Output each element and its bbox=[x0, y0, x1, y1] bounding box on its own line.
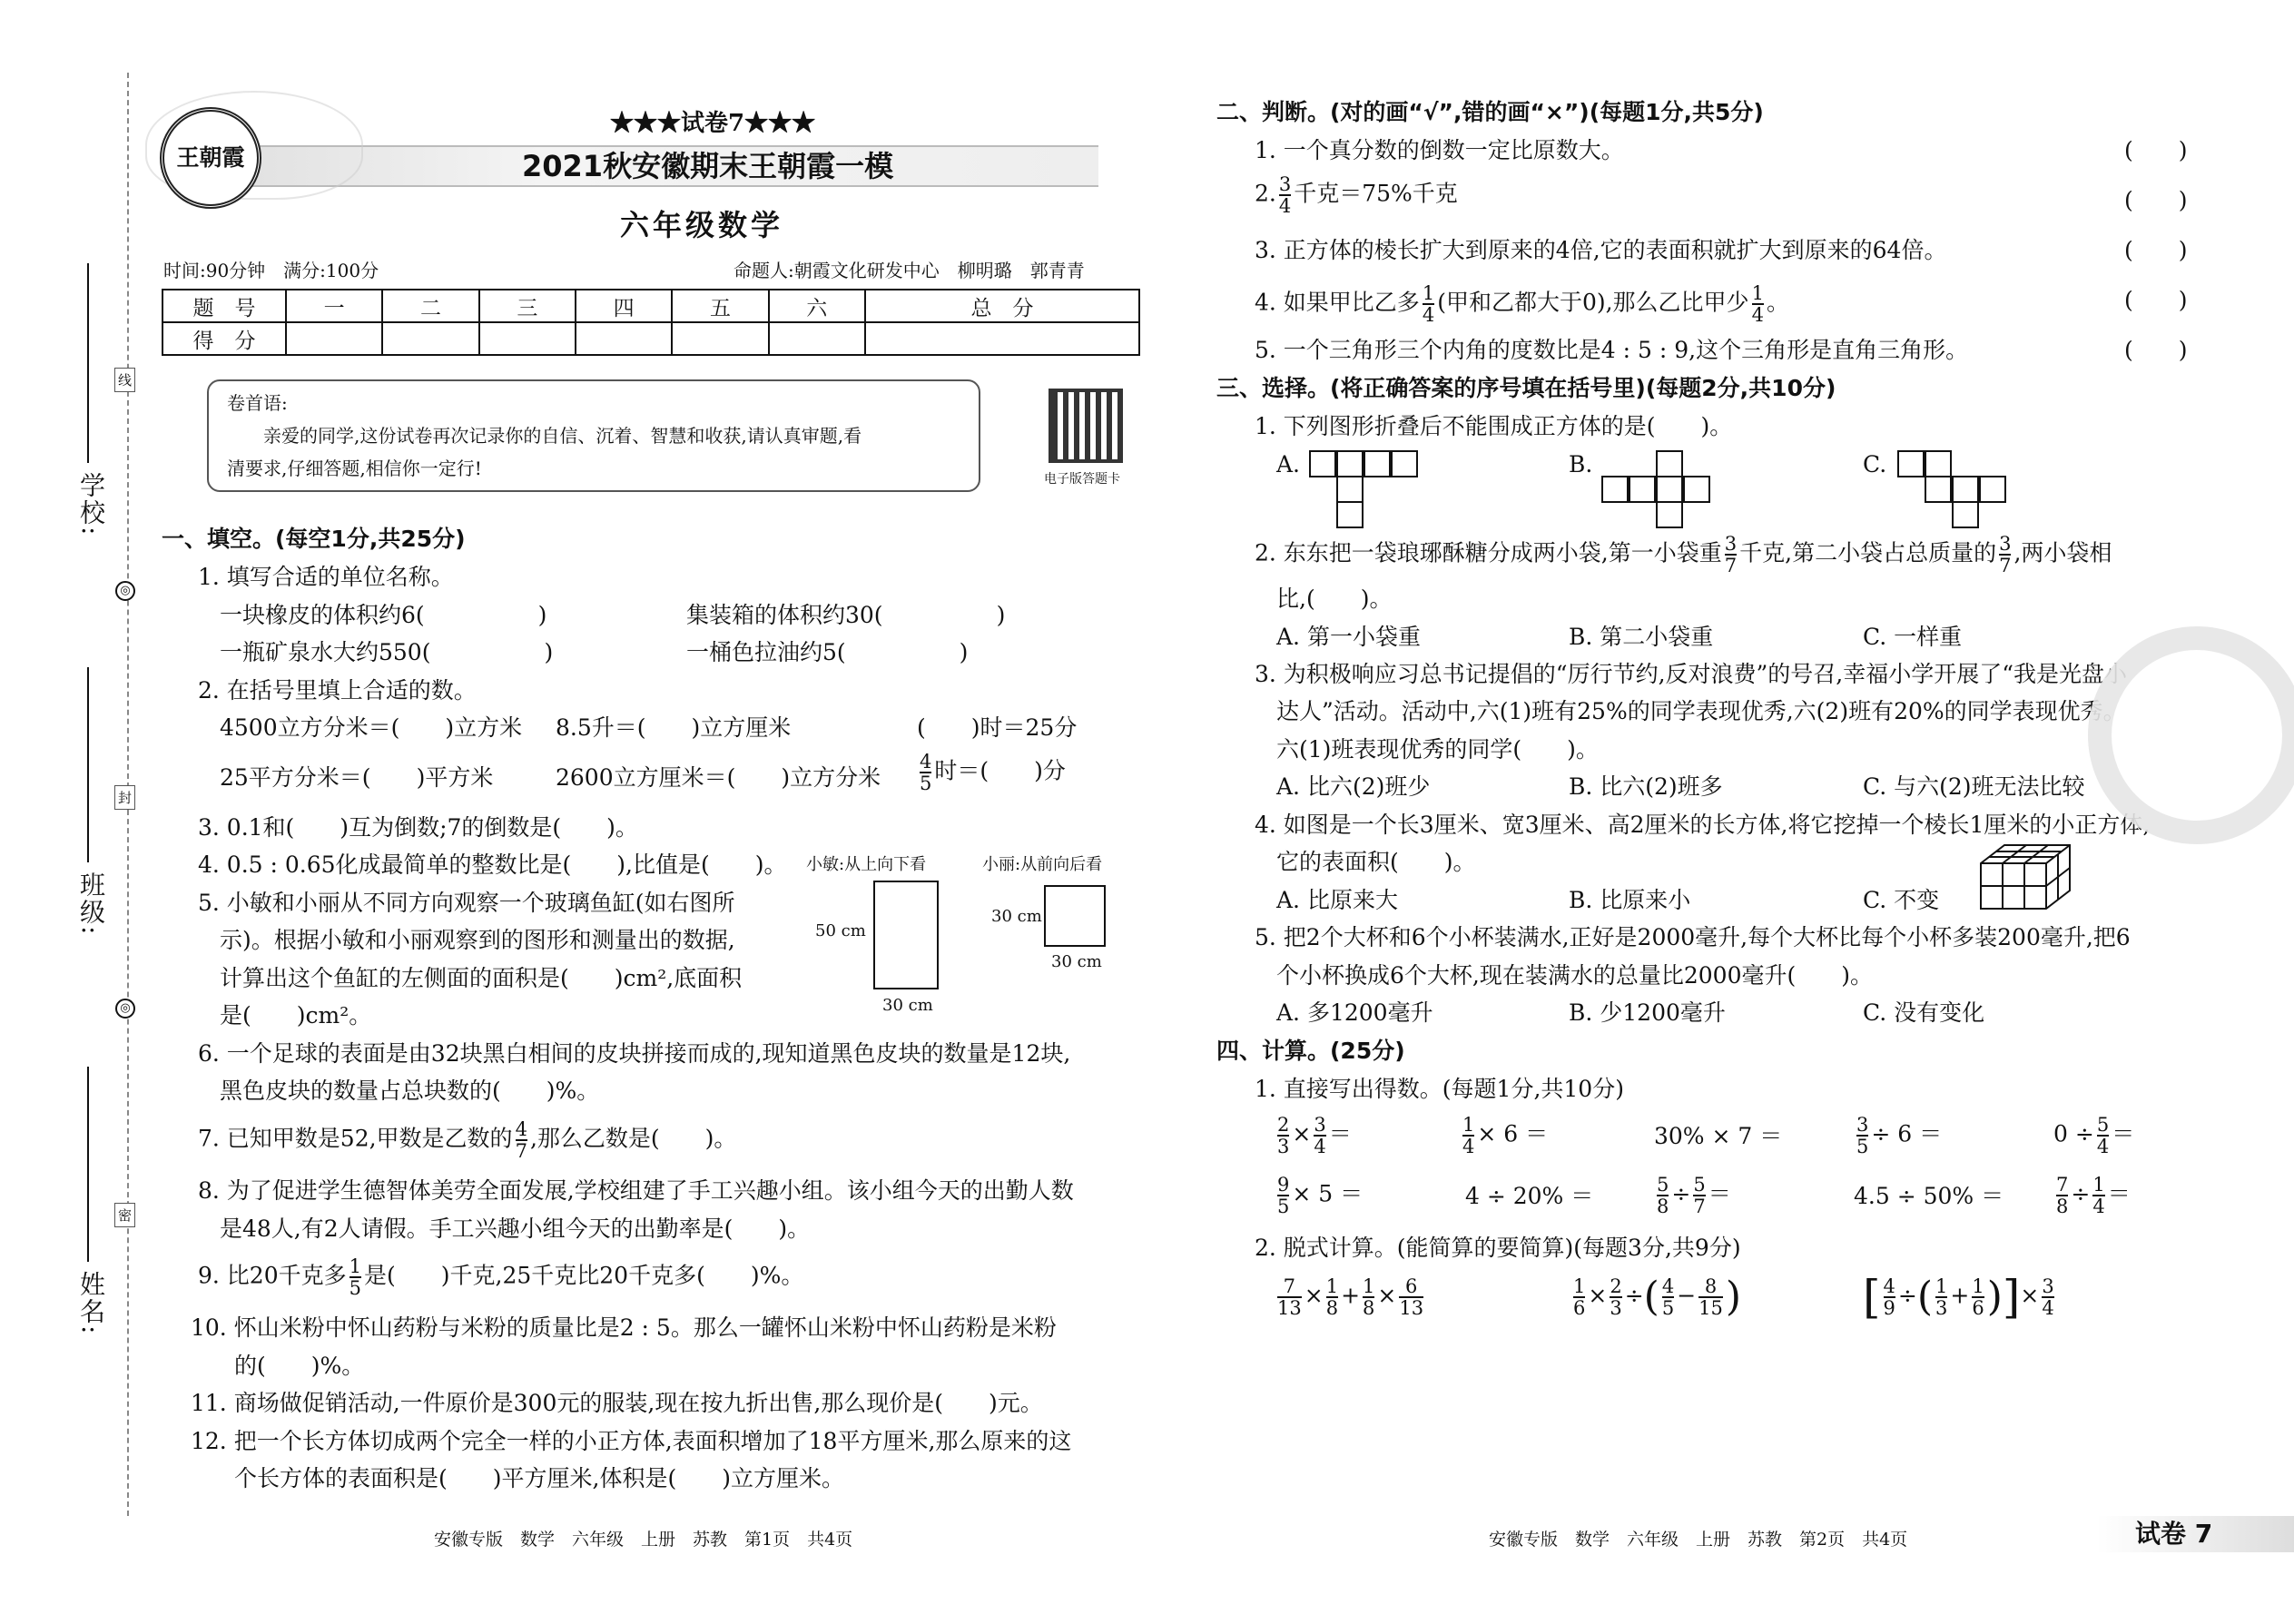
fraction: $\frac{1}{4}$ bbox=[1422, 282, 1435, 326]
fig5-width-label: 30 cm bbox=[882, 996, 933, 1015]
calc-9: 4.5 ÷ 50% ＝ bbox=[1854, 1183, 2004, 1209]
s3-q5a: 5. 把2个大杯和6个小杯装满水,正好是2000毫升,每个大杯比每个小杯多装200毫升,把6 bbox=[1255, 924, 2131, 950]
s1-q11: 11. 商场做促销活动,一件原价是300元的服装,现在按九折出售,那么现价是( )元。 bbox=[191, 1390, 1043, 1416]
s1-q5c: 计算出这个鱼缸的左侧面的面积是( )cm²,底面积 bbox=[220, 965, 743, 991]
preface-title: 卷首语: bbox=[227, 392, 288, 414]
s3-o2a[interactable]: A. 第一小袋重 bbox=[1276, 624, 1421, 650]
s1-q4: 4. 0.5 : 0.65化成最简单的整数比是( ),比值是( )。 bbox=[198, 851, 787, 878]
binding-xian: 线 bbox=[114, 368, 135, 392]
score-cell: 总 分 bbox=[865, 290, 1139, 322]
class-field[interactable] bbox=[87, 667, 89, 862]
score-cell: 题 号 bbox=[162, 290, 286, 322]
score-input[interactable] bbox=[382, 322, 478, 355]
score-input[interactable] bbox=[769, 322, 865, 355]
s1-q1: 1. 填写合适的单位名称。 bbox=[198, 564, 454, 590]
s1-q1c: 一瓶矿泉水大约550( ) bbox=[220, 639, 554, 665]
score-cell: 一 bbox=[286, 290, 382, 322]
cuboid-figure bbox=[1977, 840, 2073, 914]
s2-q4: 4. 如果甲比乙多 $\frac{1}{4}$ (甲和乙都大于0),那么乙比甲少 $\frac{1}{4}$ 。 bbox=[1255, 282, 1789, 326]
s1-q2a: 4500立方分米＝( )立方米 bbox=[220, 714, 523, 741]
net-b bbox=[1601, 450, 1719, 527]
binding-mi: 密 bbox=[114, 1203, 135, 1227]
s2-answer-5[interactable]: ( ) bbox=[2124, 337, 2188, 363]
time-score: 时间:90分钟 满分:100分 bbox=[163, 260, 379, 281]
s3-o3c[interactable]: C. 与六(2)班无法比较 bbox=[1863, 773, 2085, 800]
calc-6: $\frac{9}{5}$ × 5 ＝ bbox=[1277, 1174, 1364, 1217]
exam-title: 2021秋安徽期末王朝霞一模 bbox=[522, 149, 894, 183]
s2-answer-2[interactable]: ( ) bbox=[2124, 187, 2188, 213]
score-input-row bbox=[162, 322, 1139, 355]
s3-o1b[interactable]: B. bbox=[1569, 451, 1593, 477]
s3-o4b[interactable]: B. 比原来小 bbox=[1569, 887, 1691, 913]
s1-q5b: 示)。根据小敏和小丽观察到的图形和测量出的数据, bbox=[220, 927, 735, 953]
preface-text-1: 亲爱的同学,这份试卷再次记录你的自信、沉着、智慧和收获,请认真审题,看 bbox=[263, 425, 862, 447]
fraction: $\frac{3}{4}$ bbox=[1278, 173, 1292, 217]
s1-q7: 7. 已知甲数是52,甲数是乙数的 $\frac{4}{7}$ ,那么乙数是( )。 bbox=[198, 1118, 737, 1162]
logo-text: 王朝霞 bbox=[176, 144, 245, 171]
score-table bbox=[162, 289, 1140, 356]
binding-circle-2: ◎ bbox=[115, 999, 135, 1019]
corner-tag: 试卷 7 bbox=[2135, 1519, 2213, 1549]
s3-o5a[interactable]: A. 多1200毫升 bbox=[1276, 999, 1433, 1026]
s3-q3a: 3. 为积极响应习总书记提倡的“厉行节约,反对浪费”的号召,幸福小学开展了“我是光盘小 bbox=[1255, 661, 2128, 687]
preface-text-2: 清要求,仔细答题,相信你一定行! bbox=[227, 458, 482, 479]
calc-10: $\frac{7}{8}$ ÷ $\frac{1}{4}$ ＝ bbox=[2056, 1174, 2131, 1217]
s3-o5c[interactable]: C. 没有变化 bbox=[1863, 999, 1985, 1026]
qr-code[interactable] bbox=[1049, 389, 1123, 463]
fraction: $\frac{1}{4}$ bbox=[1751, 282, 1764, 326]
s1-q8b: 是48人,有2人请假。手工兴趣小组今天的出勤率是( )。 bbox=[220, 1216, 811, 1242]
footer-right: 安徽专版 数学 六年级 上册 苏教 第2页 共4页 bbox=[1489, 1530, 1908, 1550]
fraction: $\frac{3}{7}$ bbox=[1999, 533, 2012, 576]
calc-2: $\frac{1}{4}$ × 6 ＝ bbox=[1462, 1114, 1549, 1157]
s3-o3b[interactable]: B. 比六(2)班多 bbox=[1569, 773, 1723, 800]
score-input[interactable] bbox=[286, 322, 382, 355]
name-label: 姓名: bbox=[76, 1271, 106, 1336]
s2-answer-4[interactable]: ( ) bbox=[2124, 287, 2188, 313]
calc-5: 0 ÷ $\frac{5}{4}$ ＝ bbox=[2053, 1114, 2135, 1157]
s3-o3a[interactable]: A. 比六(2)班少 bbox=[1276, 773, 1431, 800]
fraction: $\frac{4}{5}$ bbox=[920, 751, 932, 794]
s3-title: 三、选择。(将正确答案的序号填在括号里)(每题2分,共10分) bbox=[1216, 375, 1836, 401]
s3-q1: 1. 下列图形折叠后不能围成正方体的是( )。 bbox=[1255, 413, 1733, 439]
s3-q3b: 达人”活动。活动中,六(1)班有25%的同学表现优秀,六(2)班有20%的同学表现优秀。 bbox=[1276, 698, 2126, 724]
calc-4: $\frac{3}{5}$ ÷ 6 ＝ bbox=[1856, 1114, 1943, 1157]
s4-q2: 2. 脱式计算。(能简算的要简算)(每题3分,共9分) bbox=[1255, 1235, 1741, 1261]
s2-q2: 2. $\frac{3}{4}$ 千克＝75%千克 bbox=[1255, 173, 1458, 217]
score-input[interactable] bbox=[672, 322, 768, 355]
expr-2: $\frac{1}{6}$ × $\frac{2}{3}$ ÷( $\frac{4}{5}$ − $\frac{8}{15}$ ) bbox=[1573, 1274, 1742, 1320]
s4-title: 四、计算。(25分) bbox=[1216, 1038, 1405, 1064]
s3-q4b: 它的表面积( )。 bbox=[1276, 849, 1476, 875]
fig5-height-label: 50 cm bbox=[815, 921, 866, 940]
s1-q1d: 一桶色拉油约5( ) bbox=[686, 639, 969, 665]
name-field[interactable] bbox=[87, 1067, 89, 1262]
s1-q5a: 5. 小敏和小丽从不同方向观察一个玻璃鱼缸(如右图所 bbox=[198, 890, 735, 916]
s2-q3: 3. 正方体的棱长扩大到原来的4倍,它的表面积就扩大到原来的64倍。 bbox=[1255, 237, 1947, 263]
s2-answer-3[interactable]: ( ) bbox=[2124, 237, 2188, 263]
s1-title: 一、填空。(每空1分,共25分) bbox=[162, 526, 466, 552]
s1-q8a: 8. 为了促进学生德智体美劳全面发展,学校组建了手工兴趣小组。该小组今天的出勤人数 bbox=[198, 1177, 1074, 1204]
fig5-square-w: 30 cm bbox=[1051, 952, 1102, 971]
subject-title: 六年级数学 bbox=[620, 208, 784, 242]
s1-q10b: 的( )%。 bbox=[234, 1353, 365, 1379]
fig5-right-title: 小丽:从前向后看 bbox=[982, 855, 1103, 874]
score-cell: 四 bbox=[576, 290, 672, 322]
s1-q1b: 集装箱的体积约30( ) bbox=[686, 602, 1006, 628]
class-label: 班级: bbox=[76, 871, 106, 937]
score-cell: 二 bbox=[382, 290, 478, 322]
s1-q2c: ( )时＝25分 bbox=[917, 714, 1078, 741]
score-cell: 五 bbox=[672, 290, 768, 322]
s2-q5: 5. 一个三角形三个内角的度数比是4 : 5 : 9,这个三角形是直角三角形。 bbox=[1255, 337, 1969, 363]
expr-1: $\frac{7}{13}$ × $\frac{1}{8}$ + $\frac{1}{8}$ × $\frac{6}{13}$ bbox=[1277, 1275, 1424, 1319]
s2-q1: 1. 一个真分数的倒数一定比原数大。 bbox=[1255, 137, 1624, 163]
calc-1: $\frac{2}{3}$ × $\frac{3}{4}$ ＝ bbox=[1277, 1114, 1352, 1157]
calc-3: 30% × 7 ＝ bbox=[1654, 1123, 1783, 1149]
s1-q2b: 8.5升＝( )立方厘米 bbox=[556, 714, 792, 741]
score-input[interactable] bbox=[576, 322, 672, 355]
fraction: $\frac{3}{7}$ bbox=[1724, 533, 1738, 576]
footer-left: 安徽专版 数学 六年级 上册 苏教 第1页 共4页 bbox=[434, 1530, 853, 1550]
s2-title: 二、判断。(对的画“√”,错的画“×”)(每题1分,共5分) bbox=[1216, 99, 1764, 125]
s3-q5b: 个小杯换成6个大杯,现在装满水的总量比2000毫升( )。 bbox=[1276, 962, 1873, 989]
expr-3: [ $\frac{4}{9}$ ÷( $\frac{1}{3}$ + $\frac{1}{6}$ )]× $\frac{3}{4}$ bbox=[1863, 1271, 2054, 1324]
s3-o2c[interactable]: C. 一样重 bbox=[1863, 624, 1963, 650]
s4-q1: 1. 直接写出得数。(每题1分,共10分) bbox=[1255, 1076, 1624, 1102]
fig5-tall-rect bbox=[873, 881, 939, 989]
s1-q12b: 个长方体的表面积是( )平方厘米,体积是( )立方厘米。 bbox=[234, 1465, 844, 1491]
s3-q2e: 比,( )。 bbox=[1276, 586, 1393, 612]
binding-circle-1: ◎ bbox=[115, 581, 135, 601]
s2-answer-1[interactable]: ( ) bbox=[2124, 137, 2188, 163]
net-a bbox=[1309, 450, 1418, 523]
watermark-seal bbox=[2088, 626, 2294, 844]
s1-q2e: 2600立方厘米＝( )立方分米 bbox=[556, 764, 881, 791]
s3-q3c: 六(1)班表现优秀的同学( )。 bbox=[1276, 736, 1599, 763]
fig5-square bbox=[1044, 885, 1106, 947]
score-header-row bbox=[162, 290, 1139, 322]
fraction: $\frac{1}{5}$ bbox=[349, 1255, 361, 1299]
s1-q10a: 10. 怀山米粉中怀山药粉与米粉的质量比是2 : 5。那么一罐怀山米粉中怀山药粉是米粉 bbox=[191, 1314, 1057, 1341]
fraction: $\frac{4}{7}$ bbox=[515, 1118, 527, 1162]
s1-q5d: 是( )cm²。 bbox=[220, 1002, 372, 1029]
logo-seal bbox=[160, 107, 261, 209]
s1-q2f: $\frac{4}{5}$ 时＝( )分 bbox=[920, 751, 1066, 794]
s3-o2b[interactable]: B. 第二小袋重 bbox=[1569, 624, 1714, 650]
fig5-left-title: 小敏:从上向下看 bbox=[806, 855, 927, 874]
s3-q4a: 4. 如图是一个长3厘米、宽3厘米、高2厘米的长方体,将它挖掉一个棱长1厘米的小正方体, bbox=[1255, 812, 2151, 838]
calc-7: 4 ÷ 20% ＝ bbox=[1465, 1183, 1594, 1209]
score-cell: 三 bbox=[479, 290, 576, 322]
s1-q12a: 12. 把一个长方体切成两个完全一样的小正方体,表面积增加了18平方厘米,那么原来的这 bbox=[191, 1428, 1072, 1454]
s3-q2: 2. 东东把一袋琅琊酥糖分成两小袋,第一小袋重 $\frac{3}{7}$ 千克,第二小袋占总质量的 $\frac{3}{7}$ ,两小袋相 bbox=[1255, 533, 2112, 576]
school-field[interactable] bbox=[87, 263, 89, 463]
qr-label: 电子版答题卡 bbox=[1044, 472, 1120, 487]
s3-o4c[interactable]: C. 不变 bbox=[1863, 887, 1940, 913]
exam-badge: ★★★试卷7★★★ bbox=[610, 110, 816, 137]
s1-q6a: 6. 一个足球的表面是由32块黑白相间的皮块拼接而成的,现知道黑色皮块的数量是12块, bbox=[198, 1040, 1071, 1067]
s1-q9: 9. 比20千克多 $\frac{1}{5}$ 是( )千克,25千克比20千克多( )%。 bbox=[198, 1255, 804, 1299]
s1-q2d: 25平方分米＝( )平方米 bbox=[220, 764, 494, 791]
score-cell: 六 bbox=[769, 290, 865, 322]
s1-q2: 2. 在括号里填上合适的数。 bbox=[198, 677, 477, 704]
binding-feng: 封 bbox=[114, 785, 135, 810]
s1-q1a: 一块橡皮的体积约6( ) bbox=[220, 602, 547, 628]
s1-q6b: 黑色皮块的数量占总块数的( )%。 bbox=[220, 1078, 600, 1104]
score-input[interactable] bbox=[865, 322, 1139, 355]
s3-o4a[interactable]: A. 比原来大 bbox=[1276, 887, 1398, 913]
calc-8: $\frac{5}{8}$ ÷ $\frac{5}{7}$ ＝ bbox=[1657, 1174, 1731, 1217]
score-input[interactable] bbox=[479, 322, 576, 355]
school-label: 学校: bbox=[76, 472, 106, 537]
s3-o1c[interactable]: C. bbox=[1863, 451, 1887, 477]
score-label: 得 分 bbox=[162, 322, 286, 355]
s3-o5b[interactable]: B. 少1200毫升 bbox=[1569, 999, 1726, 1026]
s3-o1a[interactable]: A. bbox=[1276, 451, 1301, 477]
s1-q3: 3. 0.1和( )互为倒数;7的倒数是( )。 bbox=[198, 814, 638, 841]
net-c bbox=[1897, 450, 2015, 527]
authors: 命题人:朝霞文化研发中心 柳明璐 郭青青 bbox=[733, 260, 1085, 281]
fig5-square-h: 30 cm bbox=[991, 907, 1042, 926]
